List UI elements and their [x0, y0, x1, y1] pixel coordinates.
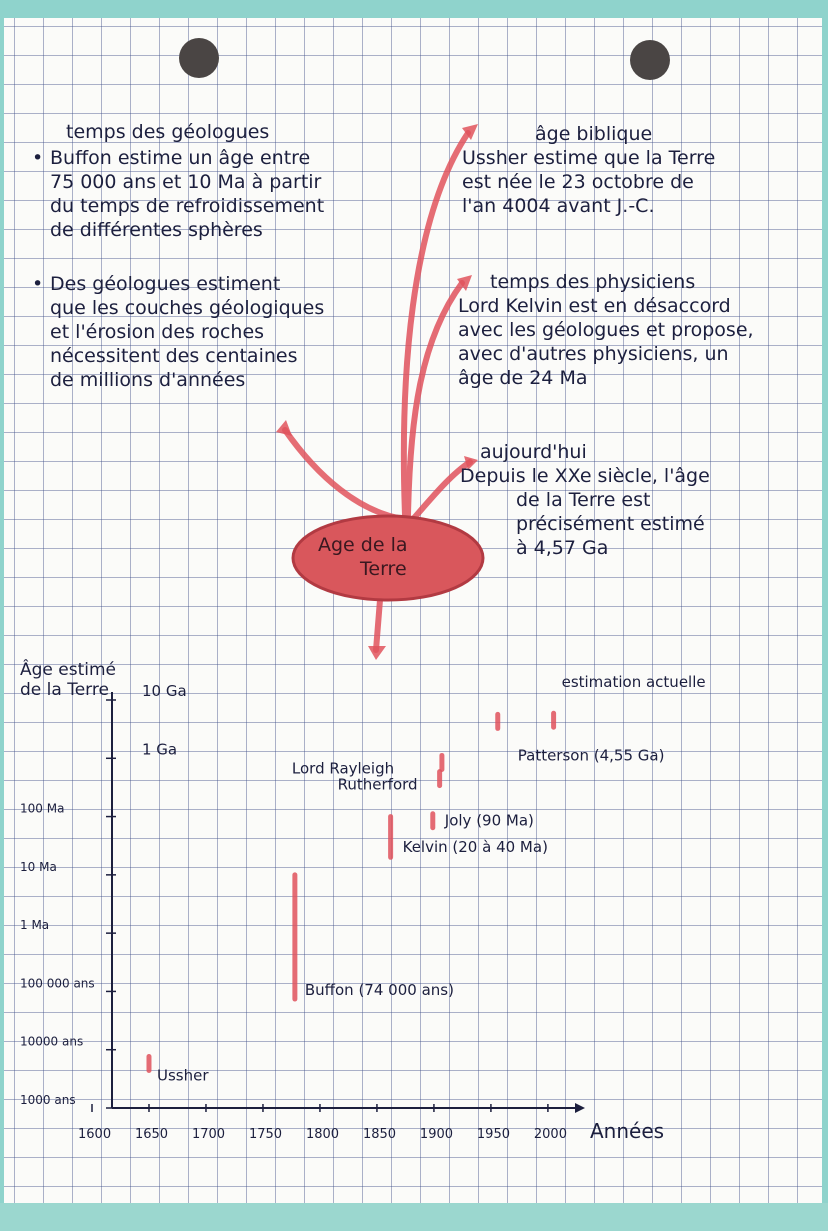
today-line-3: précisément estimé [516, 513, 705, 535]
biblical-line-3: l'an 4004 avant J.-C. [462, 195, 655, 217]
y-tick-label: 100 000 ans [20, 976, 95, 991]
today-heading: aujourd'hui [480, 441, 587, 463]
today-line-2: de la Terre est [516, 489, 651, 511]
physicists-line-4: âge de 24 Ma [458, 367, 588, 389]
estimate-label: Lord Rayleigh [291, 759, 395, 778]
x-axis-title: Années [590, 1119, 665, 1143]
biblical-line-1: Ussher estime que la Terre [462, 147, 716, 169]
physicists-line-2: avec les géologues et propose, [458, 319, 754, 341]
estimate-label: Buffon (74 000 ans) [304, 981, 454, 1000]
center-title-line-2: Terre [360, 558, 407, 580]
estimate-label: Kelvin (20 à 40 Ma) [402, 837, 548, 856]
x-tick-label: 1650 [134, 1127, 169, 1142]
y-tick-label: 10 Ga [142, 682, 187, 700]
buffon-line-1: Buffon estime un âge entre [50, 147, 311, 169]
buffon-line-3: du temps de refroidissement [50, 195, 325, 217]
today-line-4: à 4,57 Ga [516, 537, 609, 559]
bullet-dot-1: • [32, 147, 44, 169]
y-tick-label: 10 Ma [20, 859, 57, 874]
physicists-heading: temps des physiciens [490, 271, 696, 293]
estimate-label: estimation actuelle [561, 673, 706, 692]
buffon-line-2: 75 000 ans et 10 Ma à partir [50, 171, 322, 193]
biblical-heading: âge biblique [535, 123, 653, 145]
estimate-label: Ussher [156, 1066, 209, 1085]
today-line-1: Depuis le XXe siècle, l'âge [460, 465, 710, 487]
x-tick-label: 1700 [191, 1127, 226, 1142]
y-tick-label: 1 Ma [20, 918, 50, 933]
buffon-line-4: de différentes sphères [50, 219, 263, 241]
y-tick-label: 10000 ans [20, 1034, 84, 1049]
geologists-heading: temps des géologues [66, 121, 270, 143]
x-tick-label: 2000 [533, 1127, 567, 1142]
estimate-label: Rutherford [337, 775, 418, 794]
geologists-line-1: Des géologues estiment [50, 273, 281, 295]
x-tick-label: 1900 [419, 1127, 454, 1142]
physicists-line-1: Lord Kelvin est en désaccord [458, 295, 731, 317]
geologists-line-3: et l'érosion des roches [50, 321, 265, 343]
x-tick-label: 1850 [362, 1127, 397, 1142]
geologists-line-2: que les couches géologiques [50, 297, 325, 319]
center-title-line-1: Age de la [318, 534, 408, 556]
x-tick-label: 1750 [248, 1127, 283, 1142]
y-tick-label: 100 Ma [20, 801, 65, 816]
bullet-dot-2: • [32, 273, 44, 295]
x-tick-label: 1600 [78, 1127, 112, 1142]
chart-ylabel: Âge estimé de la Terre [20, 660, 117, 700]
x-tick-label: 1800 [305, 1127, 340, 1142]
geologists-line-5: de millions d'années [50, 369, 246, 391]
y-tick-label: 1000 ans [20, 1093, 76, 1107]
geologists-line-4: nécessitent des centaines [50, 345, 298, 367]
estimate-label: Joly (90 Ma) [444, 811, 534, 830]
y-tick-label: 1 Ga [142, 740, 178, 759]
physicists-line-3: avec d'autres physiciens, un [458, 343, 729, 365]
estimate-label: Patterson (4,55 Ga) [517, 746, 665, 765]
x-tick-label: 1950 [476, 1127, 511, 1142]
x-axis-arrow [575, 1103, 585, 1113]
biblical-line-2: est née le 23 octobre de [462, 171, 694, 193]
